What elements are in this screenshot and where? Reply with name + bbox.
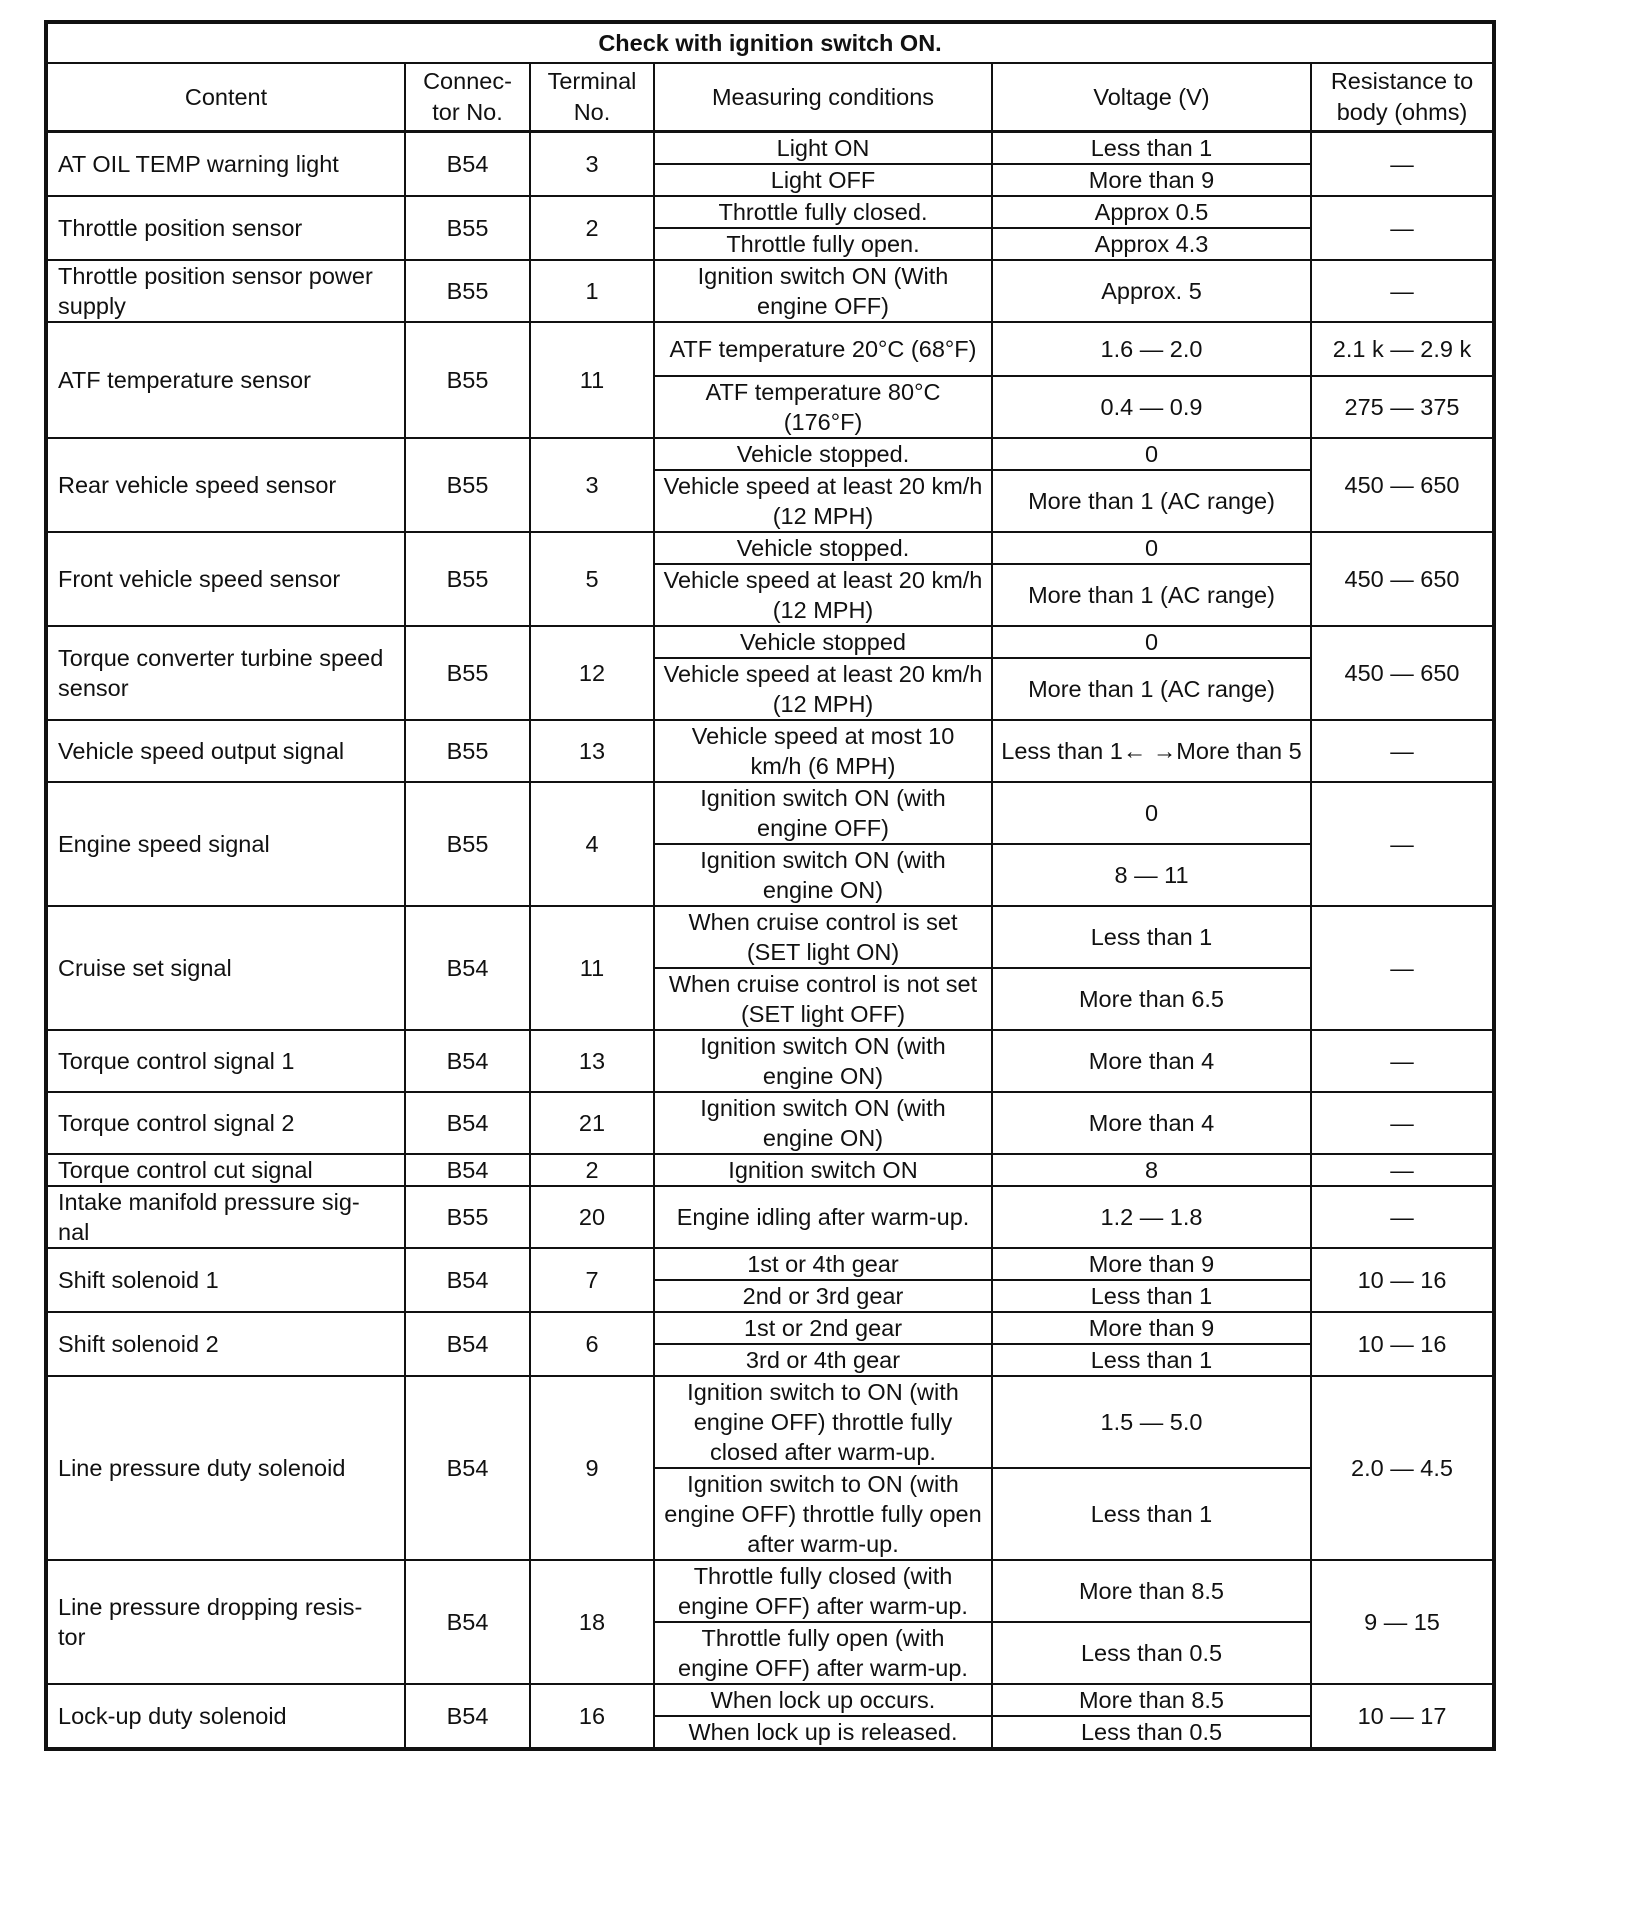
terminal-cell: 3 <box>530 438 654 532</box>
table-row <box>46 626 1494 658</box>
table-row <box>46 906 1494 968</box>
voltage-cell: More than 1 (AC range) <box>992 658 1311 720</box>
header-connector: Connec- tor No. <box>405 63 530 132</box>
voltage-cell: More than 8.5 <box>992 1684 1311 1716</box>
content-cell: Torque control signal 2 <box>46 1092 405 1154</box>
condition-cell: Light ON <box>654 132 992 165</box>
condition-cell: Engine idling after warm-up. <box>654 1186 992 1248</box>
voltage-cell: 8 — 11 <box>992 844 1311 906</box>
content-cell: Vehicle speed output signal <box>46 720 405 782</box>
voltage-cell: 0.4 — 0.9 <box>992 376 1311 438</box>
condition-cell: Ignition switch ON (with engine ON) <box>654 1030 992 1092</box>
terminal-cell: 16 <box>530 1684 654 1749</box>
voltage-cell: 1.5 — 5.0 <box>992 1376 1311 1468</box>
voltage-cell: Less than 0.5 <box>992 1622 1311 1684</box>
resistance-cell: 2.1 k — 2.9 k <box>1311 322 1494 376</box>
voltage-cell: More than 6.5 <box>992 968 1311 1030</box>
resistance-cell: — <box>1311 1030 1494 1092</box>
resistance-cell: 450 — 650 <box>1311 438 1494 532</box>
connector-cell: B54 <box>405 1092 530 1154</box>
content-cell: Line pressure dropping resis- tor <box>46 1560 405 1684</box>
terminal-cell: 18 <box>530 1560 654 1684</box>
condition-cell: 2nd or 3rd gear <box>654 1280 992 1312</box>
voltage-cell: More than 8.5 <box>992 1560 1311 1622</box>
resistance-cell: 450 — 650 <box>1311 532 1494 626</box>
table-row <box>46 1684 1494 1716</box>
content-cell: Shift solenoid 2 <box>46 1312 405 1376</box>
table-title: Check with ignition switch ON. <box>46 22 1494 63</box>
voltage-cell: 0 <box>992 626 1311 658</box>
content-cell: Torque control signal 1 <box>46 1030 405 1092</box>
voltage-cell: 0 <box>992 438 1311 470</box>
content-cell: Lock-up duty solenoid <box>46 1684 405 1749</box>
header-resistance: Resistance to body (ohms) <box>1311 63 1494 132</box>
terminal-cell: 2 <box>530 1154 654 1186</box>
table-row <box>46 260 1494 322</box>
table-row <box>46 196 1494 228</box>
connector-cell: B55 <box>405 438 530 532</box>
resistance-cell: 450 — 650 <box>1311 626 1494 720</box>
content-cell: AT OIL TEMP warning light <box>46 132 405 197</box>
voltage-cell: Less than 1 <box>992 1468 1311 1560</box>
content-cell: Rear vehicle speed sensor <box>46 438 405 532</box>
header-content: Content <box>46 63 405 132</box>
resistance-cell: 10 — 16 <box>1311 1248 1494 1312</box>
voltage-cell: 0 <box>992 532 1311 564</box>
condition-cell: Vehicle stopped <box>654 626 992 658</box>
terminal-cell: 3 <box>530 132 654 197</box>
table-row <box>46 1312 1494 1344</box>
terminal-cell: 13 <box>530 1030 654 1092</box>
resistance-cell: — <box>1311 132 1494 197</box>
table-row <box>46 132 1494 165</box>
voltage-cell: 0 <box>992 782 1311 844</box>
condition-cell: Throttle fully open (with engine OFF) after warm-up. <box>654 1622 992 1684</box>
condition-cell: 1st or 2nd gear <box>654 1312 992 1344</box>
table-row <box>46 438 1494 470</box>
connector-cell: B54 <box>405 1560 530 1684</box>
condition-cell: Vehicle speed at least 20 km/h (12 MPH) <box>654 658 992 720</box>
voltage-cell: More than 4 <box>992 1030 1311 1092</box>
condition-cell: Light OFF <box>654 164 992 196</box>
connector-cell: B54 <box>405 132 530 197</box>
terminal-cell: 20 <box>530 1186 654 1248</box>
connector-cell: B55 <box>405 260 530 322</box>
voltage-cell: Less than 1 <box>992 906 1311 968</box>
table-row <box>46 1186 1494 1248</box>
table-row <box>46 322 1494 376</box>
condition-cell: ATF temperature 20°C (68°F) <box>654 322 992 376</box>
terminal-cell: 12 <box>530 626 654 720</box>
resistance-cell: — <box>1311 260 1494 322</box>
connector-cell: B54 <box>405 906 530 1030</box>
condition-cell: ATF temperature 80°C (176°F) <box>654 376 992 438</box>
condition-cell: Ignition switch ON (with engine ON) <box>654 844 992 906</box>
connector-cell: B55 <box>405 196 530 260</box>
terminal-cell: 21 <box>530 1092 654 1154</box>
content-cell: ATF temperature sensor <box>46 322 405 438</box>
voltage-cell: More than 1 (AC range) <box>992 564 1311 626</box>
resistance-cell: — <box>1311 1092 1494 1154</box>
condition-cell: Ignition switch ON <box>654 1154 992 1186</box>
condition-cell: Vehicle speed at least 20 km/h (12 MPH) <box>654 470 992 532</box>
content-cell: Torque converter turbine speed sensor <box>46 626 405 720</box>
condition-cell: When cruise control is not set (SET light OFF) <box>654 968 992 1030</box>
resistance-cell: — <box>1311 782 1494 906</box>
condition-cell: When lock up is released. <box>654 1716 992 1749</box>
content-cell: Torque control cut signal <box>46 1154 405 1186</box>
condition-cell: Throttle fully open. <box>654 228 992 260</box>
voltage-cell: 1.6 — 2.0 <box>992 322 1311 376</box>
connector-cell: B54 <box>405 1312 530 1376</box>
voltage-cell: 1.2 — 1.8 <box>992 1186 1311 1248</box>
header-voltage: Voltage (V) <box>992 63 1311 132</box>
table-row <box>46 782 1494 844</box>
terminal-cell: 6 <box>530 1312 654 1376</box>
terminal-cell: 4 <box>530 782 654 906</box>
connector-cell: B55 <box>405 322 530 438</box>
content-cell: Shift solenoid 1 <box>46 1248 405 1312</box>
table-row <box>46 532 1494 564</box>
terminal-cell: 2 <box>530 196 654 260</box>
voltage-cell: More than 1 (AC range) <box>992 470 1311 532</box>
table-row <box>46 1376 1494 1468</box>
connector-cell: B54 <box>405 1248 530 1312</box>
resistance-cell: 275 — 375 <box>1311 376 1494 438</box>
resistance-cell: — <box>1311 1186 1494 1248</box>
terminal-cell: 11 <box>530 322 654 438</box>
content-cell: Throttle position sensor <box>46 196 405 260</box>
condition-cell: Vehicle speed at most 10 km/h (6 MPH) <box>654 720 992 782</box>
table-row <box>46 1030 1494 1092</box>
voltage-cell: Less than 1 <box>992 1280 1311 1312</box>
resistance-cell: — <box>1311 720 1494 782</box>
resistance-cell: 10 — 16 <box>1311 1312 1494 1376</box>
voltage-cell: More than 9 <box>992 1248 1311 1280</box>
table-row <box>46 1560 1494 1622</box>
voltage-cell: More than 9 <box>992 164 1311 196</box>
terminal-cell: 1 <box>530 260 654 322</box>
condition-cell: Vehicle speed at least 20 km/h (12 MPH) <box>654 564 992 626</box>
connector-cell: B54 <box>405 1030 530 1092</box>
content-cell: Line pressure duty solenoid <box>46 1376 405 1560</box>
connector-cell: B55 <box>405 720 530 782</box>
terminal-cell: 5 <box>530 532 654 626</box>
connector-cell: B54 <box>405 1376 530 1560</box>
voltage-cell: More than 4 <box>992 1092 1311 1154</box>
resistance-cell: — <box>1311 906 1494 1030</box>
condition-cell: Ignition switch to ON (with engine OFF) throttle fully closed after warm-up. <box>654 1376 992 1468</box>
header-conditions: Measuring conditions <box>654 63 992 132</box>
condition-cell: Throttle fully closed. <box>654 196 992 228</box>
condition-cell: When lock up occurs. <box>654 1684 992 1716</box>
content-cell: Front vehicle speed sensor <box>46 532 405 626</box>
voltage-cell: Approx 4.3 <box>992 228 1311 260</box>
connector-cell: B54 <box>405 1154 530 1186</box>
resistance-cell: 9 — 15 <box>1311 1560 1494 1684</box>
condition-cell: Ignition switch ON (With engine OFF) <box>654 260 992 322</box>
condition-cell: 3rd or 4th gear <box>654 1344 992 1376</box>
content-cell: Throttle position sensor power supply <box>46 260 405 322</box>
table-row <box>46 1092 1494 1154</box>
voltage-cell: Less than 1 <box>992 132 1311 165</box>
content-cell: Engine speed signal <box>46 782 405 906</box>
table-row <box>46 1154 1494 1186</box>
condition-cell: When cruise control is set (SET light ON) <box>654 906 992 968</box>
voltage-cell: Less than 1← →More than 5 <box>992 720 1311 782</box>
terminal-cell: 11 <box>530 906 654 1030</box>
voltage-cell: More than 9 <box>992 1312 1311 1344</box>
voltage-cell: Less than 1 <box>992 1344 1311 1376</box>
table-body <box>46 132 1494 1750</box>
condition-cell: Ignition switch ON (with engine ON) <box>654 1092 992 1154</box>
condition-cell: Throttle fully closed (with engine OFF) after warm-up. <box>654 1560 992 1622</box>
connector-cell: B54 <box>405 1684 530 1749</box>
content-cell: Intake manifold pressure sig- nal <box>46 1186 405 1248</box>
voltage-cell: Less than 0.5 <box>992 1716 1311 1749</box>
terminal-cell: 9 <box>530 1376 654 1560</box>
ignition-check-table <box>44 20 1496 1751</box>
terminal-cell: 13 <box>530 720 654 782</box>
header-terminal: Terminal No. <box>530 63 654 132</box>
resistance-cell: 10 — 17 <box>1311 1684 1494 1749</box>
connector-cell: B55 <box>405 532 530 626</box>
header-row <box>46 63 1494 132</box>
connector-cell: B55 <box>405 1186 530 1248</box>
voltage-cell: 8 <box>992 1154 1311 1186</box>
resistance-cell: — <box>1311 1154 1494 1186</box>
condition-cell: 1st or 4th gear <box>654 1248 992 1280</box>
condition-cell: Ignition switch to ON (with engine OFF) throttle fully open after warm-up. <box>654 1468 992 1560</box>
table-row <box>46 1248 1494 1280</box>
connector-cell: B55 <box>405 626 530 720</box>
condition-cell: Ignition switch ON (with engine OFF) <box>654 782 992 844</box>
voltage-cell: Approx. 5 <box>992 260 1311 322</box>
condition-cell: Vehicle stopped. <box>654 532 992 564</box>
condition-cell: Vehicle stopped. <box>654 438 992 470</box>
resistance-cell: 2.0 — 4.5 <box>1311 1376 1494 1560</box>
content-cell: Cruise set signal <box>46 906 405 1030</box>
connector-cell: B55 <box>405 782 530 906</box>
table-row <box>46 720 1494 782</box>
voltage-cell: Approx 0.5 <box>992 196 1311 228</box>
resistance-cell: — <box>1311 196 1494 260</box>
terminal-cell: 7 <box>530 1248 654 1312</box>
